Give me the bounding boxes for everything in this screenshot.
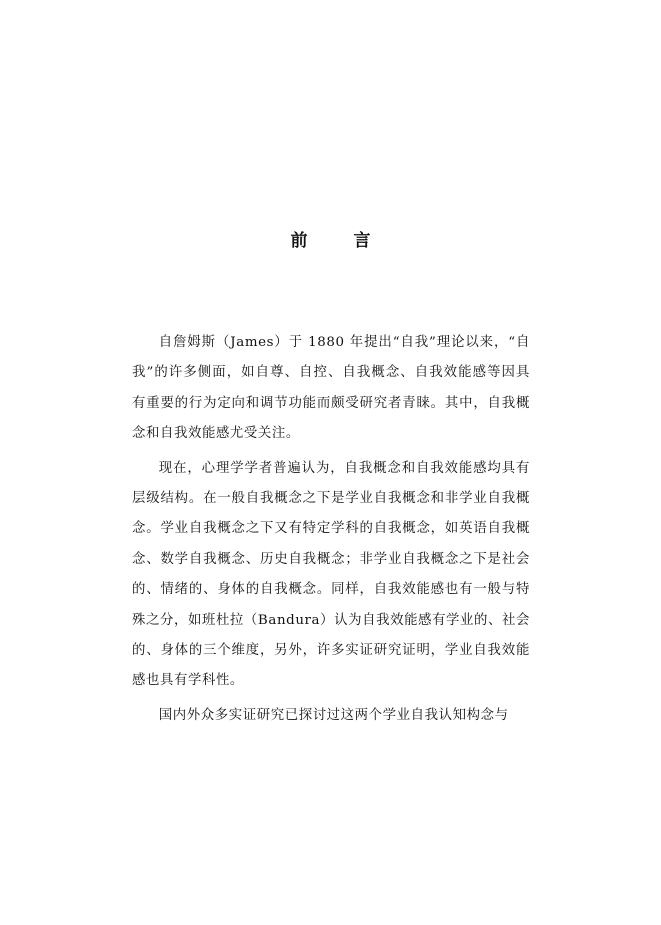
preface-body [132, 328, 530, 731]
paragraph-2: 现在，心理学学者普遍认为，自我概念和自我效能感均具有层级结构。在一般自我概念之下是学业自我概念和非学业自我概念。学业自我概念之下又有特定学科的自我概念，如英语自我概念、数学自我概念、历史自我概念；非学业自我概念之下是社会的、情绪的、身体的自我概念。同样，自我效能感也有一般与特殊之分，如班杜拉（Bandura）认为自我效能感有学业的、社会的、身体的三个维度，另外，许多实证研究证明，学业自我效能感也具有学科性。 [132, 460, 531, 689]
paragraph-3: 国内外众多实证研究已探讨过这两个学业自我认知构念与 [158, 707, 509, 723]
preface-title: 前言 [290, 231, 417, 251]
paragraph-1: 自詹姆斯（James）于 1880 年提出“自我”理论以来，“自我”的许多侧面，如自尊、自控、自我概念、自我效能感等因具有重要的行为定向和调节功能而颇受研究者青睐。其中，自我概念和自我效能感尤受关注。 [132, 335, 531, 442]
